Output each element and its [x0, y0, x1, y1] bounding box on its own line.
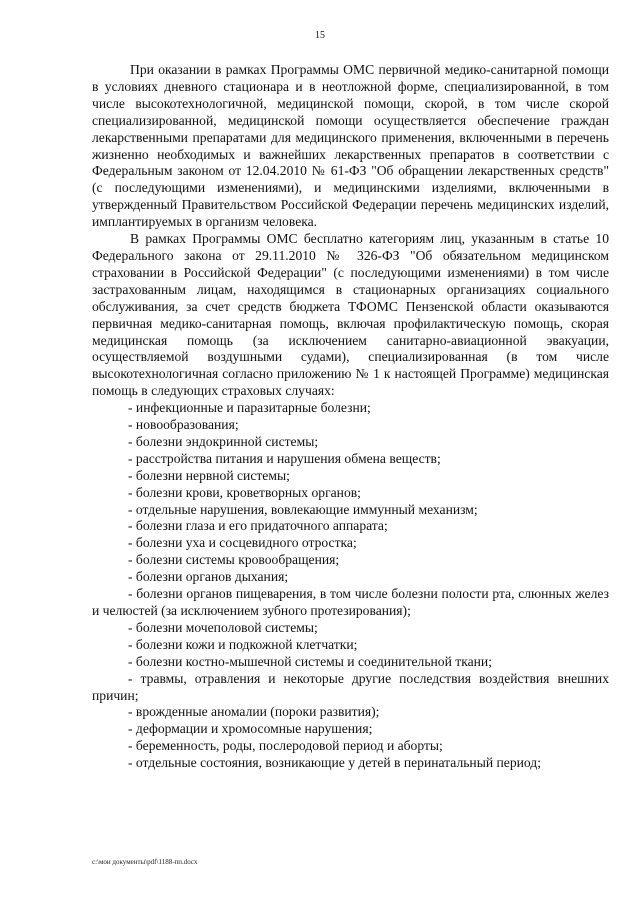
list-item: - новообразования; [128, 417, 239, 433]
paragraph-2: В рамках Программы ОМС бесплатно категориям лиц, указанным в статье 10 Федерального закона от 29.11.2010 № 326-ФЗ "Об обязательном медицинском страховании в Российской Федерации" (с последующими изменениями) в том числе застрахованным лицам, находящимся в стационарных организациях социального обслуживания, за счет средств бюджета ТФОМС Пензенской области оказываются первичная медико-санитарная помощь, включая профилактическую помощь, скорая медицинская помощь (за исключением санитарно-авиационной эвакуации, осуществляемой воздушными судами), специализированная (в том числе высокотехнологичная согласно приложению № 1 к настоящей Программе) медицинская помощь в следующих страховых случаях: [92, 231, 609, 399]
list-item: - болезни системы кровообращения; [128, 552, 340, 568]
list-item: - беременность, роды, послеродовой период и аборты; [128, 738, 443, 754]
page-number: 15 [315, 30, 325, 41]
list-item: - болезни крови, кроветворных органов; [128, 484, 361, 500]
list-item: - болезни уха и сосцевидного отростка; [128, 535, 357, 551]
list-item: - отдельные состояния, возникающие у детей в перинатальный период; [128, 755, 541, 771]
list-item: - инфекционные и паразитарные болезни; [128, 400, 371, 416]
document-body [92, 62, 609, 772]
list-item: - травмы, отравления и некоторые другие последствия воздействия внешних причин; [92, 670, 609, 703]
paragraph-1: При оказании в рамках Программы ОМС первичной медико-санитарной помощи в условиях дневного стационара и в неотложной форме, специализированной, в том числе высокотехнологичной, медицинской помощи, скорой, в том числе скорой специализированной, медицинской помощи осуществляется обеспечение граждан лекарственными препаратами для медицинского применения, включенными в перечень жизненно необходимых и важнейших лекарственных препаратов в соответствии с Федеральным законом от 12.04.2010 № 61-ФЗ "Об обращении лекарственных средств" (с последующими изменениями), и медицинскими изделиями, включенными в утвержденный Правительством Российской Федерации перечень медицинских изделий, имплантируемых в организм человека. [92, 62, 609, 230]
list-item: - болезни нервной системы; [128, 467, 290, 483]
list-item: - отдельные нарушения, вовлекающие иммунный механизм; [128, 501, 478, 517]
list-item: - болезни эндокринной системы; [128, 433, 319, 449]
list-item: - болезни костно-мышечной системы и соединительной ткани; [128, 653, 492, 669]
list-item: - болезни глаза и его придаточного аппарата; [128, 518, 388, 534]
list-item: - болезни мочеполовой системы; [128, 619, 318, 635]
file-path-footer: c:\мои документы\pdf\1188-пп.docx [92, 858, 198, 866]
list-item: - расстройства питания и нарушения обмена веществ; [128, 450, 441, 466]
list-item: - врожденные аномалии (пороки развития); [128, 704, 380, 720]
insured-cases-list [92, 400, 609, 772]
list-item: - болезни органов пищеварения, в том числе болезни полости рта, слюнных желез и челюстей (за исключением зубного протезирования); [92, 586, 609, 618]
list-item: - болезни кожи и подкожной клетчатки; [128, 636, 358, 652]
list-item: - деформации и хромосомные нарушения; [128, 721, 373, 737]
list-item: - болезни органов дыхания; [128, 569, 289, 585]
